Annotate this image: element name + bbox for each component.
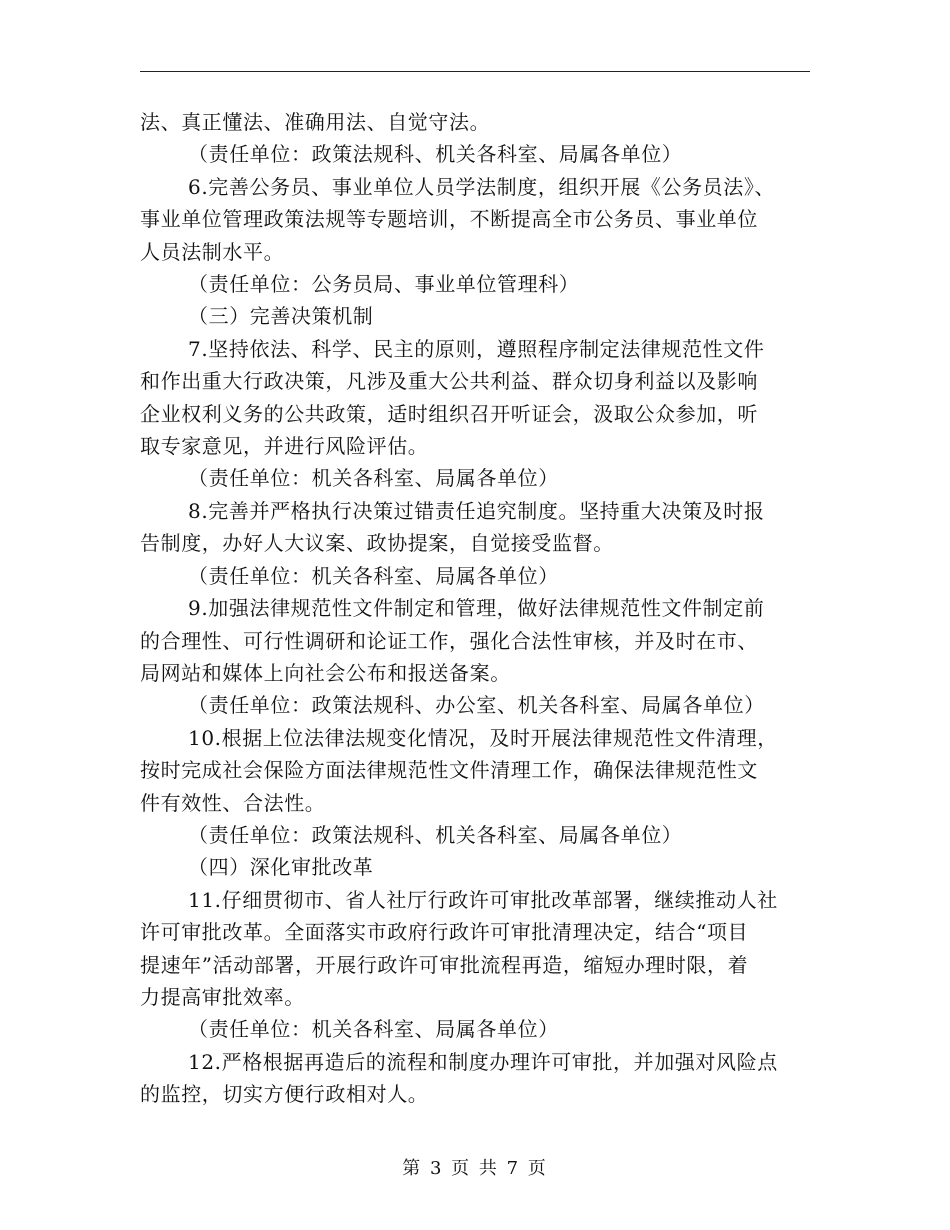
responsibility-line: （责任单位：政策法规科、办公室、机关各科室、局属各单位） bbox=[188, 693, 765, 718]
text-line: 力提高审批效率。 bbox=[140, 984, 305, 1009]
text-line: 的监控，切实方便行政相对人。 bbox=[140, 1082, 429, 1107]
responsibility-line: （责任单位：政策法规科、机关各科室、局属各单位） bbox=[188, 142, 683, 167]
item-11-first-line: 11.仔细贯彻市、省人社厅行政许可审批改革部署，继续推动人社 bbox=[188, 887, 778, 912]
text-line: 法、真正懂法、准确用法、自觉守法。 bbox=[140, 110, 491, 134]
responsibility-line: （责任单位：公务员局、事业单位管理科） bbox=[188, 272, 580, 297]
item-6-first-line: 6.完善公务员、事业单位人员学法制度，组织开展《公务员法》、 bbox=[188, 174, 776, 199]
item-7-first-line: 7.坚持依法、科学、民主的原则，遵照程序制定法律规范性文件 bbox=[188, 336, 765, 361]
text-line: 告制度，办好人大议案、政协提案，自觉接受监督。 bbox=[140, 531, 614, 556]
section-heading: （四）深化审批改革 bbox=[188, 855, 374, 880]
item-12-first-line: 12.严格根据再造后的流程和制度办理许可审批，并加强对风险点 bbox=[188, 1049, 778, 1074]
text-line: 和作出重大行政决策，凡涉及重大公共利益、群众切身利益以及影响 bbox=[140, 369, 758, 394]
text-line: 局网站和媒体上向社会公布和报送备案。 bbox=[140, 660, 511, 685]
text-line: 取专家意见，并进行风险评估。 bbox=[140, 434, 429, 459]
text-line: 企业权利义务的公共政策，适时组织召开听证会，汲取公众参加，听 bbox=[140, 401, 758, 426]
item-8-first-line: 8.完善并严格执行决策过错责任追究制度。坚持重大决策及时报 bbox=[188, 498, 765, 523]
page-number-footer: 第 3 页 共 7 页 bbox=[402, 1158, 548, 1179]
section-heading: （三）完善决策机制 bbox=[188, 304, 374, 329]
document-body bbox=[140, 106, 810, 1111]
responsibility-line: （责任单位：机关各科室、局属各单位） bbox=[188, 466, 559, 491]
text-line: 人员法制水平。 bbox=[140, 239, 285, 264]
text-line: 的合理性、可行性调研和论证工作，强化合法性审核，并及时在市、 bbox=[140, 628, 758, 653]
item-9-first-line: 9.加强法律规范性文件制定和管理，做好法律规范性文件制定前 bbox=[188, 596, 765, 621]
item-10-first-line: 10.根据上位法律法规变化情况，及时开展法律规范性文件清理， bbox=[188, 725, 778, 750]
header-rule bbox=[140, 71, 810, 72]
text-line: 件有效性、合法性。 bbox=[140, 790, 326, 815]
responsibility-line: （责任单位：机关各科室、局属各单位） bbox=[188, 563, 559, 588]
text-line: 提速年”活动部署，开展行政许可审批流程再造，缩短办理时限，着 bbox=[140, 952, 749, 977]
responsibility-line: （责任单位：机关各科室、局属各单位） bbox=[188, 1017, 559, 1042]
text-line: 事业单位管理政策法规等专题培训，不断提高全市公务员、事业单位 bbox=[140, 207, 758, 232]
text-line: 许可审批改革。全面落实市政府行政许可审批清理决定，结合“项目 bbox=[140, 920, 749, 945]
responsibility-line: （责任单位：政策法规科、机关各科室、局属各单位） bbox=[188, 822, 683, 847]
text-line: 按时完成社会保险方面法律规范性文件清理工作，确保法律规范性文 bbox=[140, 758, 758, 783]
